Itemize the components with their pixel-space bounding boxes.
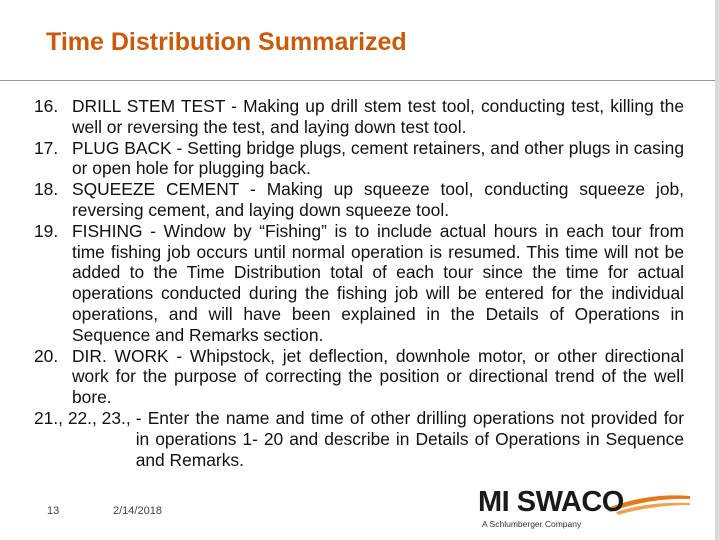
time-distribution-list [34, 96, 684, 470]
slide-title: Time Distribution Summarized [46, 28, 407, 56]
title-divider [0, 80, 720, 81]
list-item-20 [34, 346, 684, 408]
slide-date: 2/14/2018 [113, 505, 162, 517]
item-number: 18. [34, 179, 59, 200]
item-number: 16. [34, 96, 59, 116]
item-number: 19. [34, 220, 59, 241]
list-item-17 [34, 138, 684, 180]
item-text: - Enter the name and time of other drilling operations not provided for in operations 1- 20 and describe in Details of Operations in Sequence and Remarks. [135, 407, 684, 470]
item-number: 17. [34, 137, 59, 158]
item-text: DIR. WORK - Whipstock, jet deflection, downhole motor, or other directional work for the purpose of correcting the position or directional trend of the well bore. [72, 345, 684, 408]
item-text: DRILL STEM TEST - Making up drill stem test tool, conducting test, killing the well or reversing the test, and laying down test tool. [72, 96, 684, 137]
slide-edge-bar [715, 0, 720, 540]
page-number: 13 [47, 505, 60, 517]
list-item-19 [34, 221, 684, 346]
item-number: 20. [34, 345, 59, 366]
item-text: PLUG BACK - Setting bridge plugs, cement retainers, and other plugs in casing or open hole for plugging back. [72, 137, 684, 179]
item-text: SQUEEZE CEMENT - Making up squeeze tool, conducting squeeze job, reversing cement, and laying down squeeze tool. [72, 179, 684, 220]
logo-wordmark: MI SWACO [478, 486, 624, 518]
list-item-21-23 [34, 408, 684, 470]
item-number: 21., 22., 23., [34, 407, 131, 428]
list-item-16 [34, 96, 684, 138]
list-item-18 [34, 179, 684, 221]
logo-tagline: A Schlumberger Company [482, 519, 582, 529]
company-logo [478, 486, 692, 534]
item-text: FISHING - Window by “Fishing” is to include actual hours in each tour from time fishing job occurs until normal operation is resumed. This time will not be added to the Time Distribution total of each tour since the time for actual operations conducted during the fishing job will be entered for the individual operations, and will have been explained in the Details of Operations in Sequence and Remarks section. [72, 220, 684, 345]
